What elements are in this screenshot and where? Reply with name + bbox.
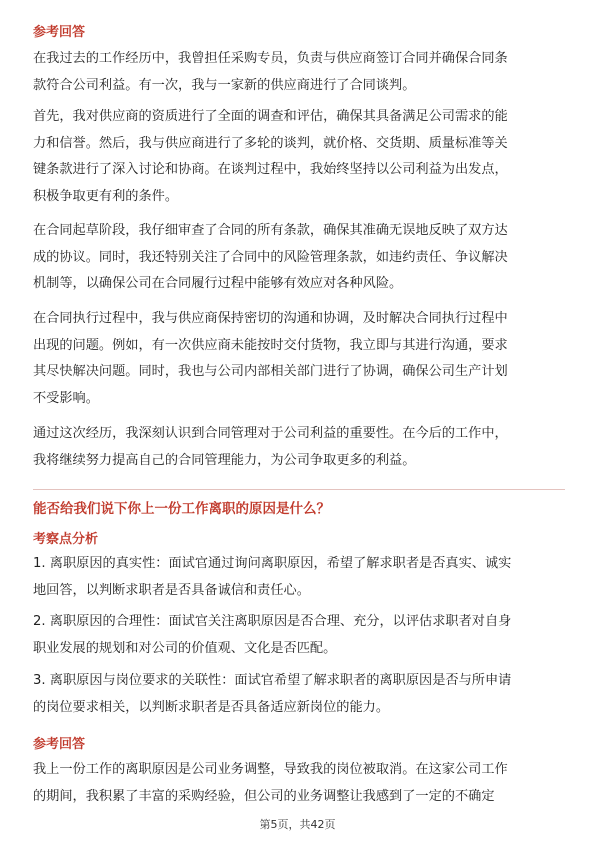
analysis-item bbox=[33, 668, 565, 721]
paragraph-line: 通过这次经历，我深刻认识到合同管理对于公司利益的重要性。在今后的工作中， bbox=[33, 426, 508, 441]
paragraph-line: 的岗位要求相关，以判断求职者是否具备适应新岗位的能力。 bbox=[33, 699, 390, 715]
paragraph-line: 成的协议。同时，我还特别关注了合同中的风险管理条款，如违约责任、争议解决 bbox=[33, 249, 508, 265]
analysis-item bbox=[33, 551, 565, 604]
reference-answer-heading: 参考回答 bbox=[33, 25, 86, 40]
paragraph-line: 首先，我对供应商的资质进行了全面的调查和评估，确保其具备满足公司需求的能 bbox=[33, 109, 508, 124]
paragraph-line: 1. 离职原因的真实性：面试官通过询问离职原因，希望了解求职者是否真实、诚实 bbox=[33, 556, 512, 571]
paragraph-line: 我将继续努力提高自己的合同管理能力，为公司争取更多的利益。 bbox=[33, 452, 416, 468]
answer-paragraph bbox=[33, 46, 565, 99]
interview-question: 能否给我们说下你上一份工作离职的原因是什么？ bbox=[33, 501, 330, 517]
paragraph-line: 职业发展的规划和对公司的价值观、文化是否匹配。 bbox=[33, 640, 337, 656]
analysis-heading: 考察点分析 bbox=[33, 532, 99, 547]
answer-paragraph bbox=[33, 218, 565, 298]
analysis-item bbox=[33, 609, 565, 662]
answer-paragraph bbox=[33, 104, 565, 210]
paragraph-line: 款符合公司利益。有一次，我与一家新的供应商进行了合同谈判。 bbox=[33, 77, 416, 93]
paragraph-line: 力和信誉。然后，我与供应商进行了多轮的谈判，就价格、交货期、质量标准等关 bbox=[33, 135, 508, 151]
paragraph-line: 在我过去的工作经历中，我曾担任采购专员，负责与供应商签订合同并确保合同条 bbox=[33, 51, 508, 66]
paragraph-line: 在合同起草阶段，我仔细审查了合同的所有条款，确保其准确无误地反映了双方达 bbox=[33, 223, 508, 238]
paragraph-line: 出现的问题。例如，有一次供应商未能按时交付货物，我立即与其进行沟通，要求 bbox=[33, 337, 508, 353]
paragraph-line: 地回答，以判断求职者是否具备诚信和责任心。 bbox=[33, 582, 310, 598]
answer-paragraph bbox=[33, 421, 565, 474]
page-number: 第5页，共42页 bbox=[259, 818, 336, 831]
paragraph-line: 2. 离职原因的合理性：面试官关注离职原因是否合理、充分，以评估求职者对自身 bbox=[33, 614, 512, 629]
paragraph-line: 3. 离职原因与岗位要求的关联性：面试官希望了解求职者的离职原因是否与所申请 bbox=[33, 673, 512, 688]
paragraph-line: 键条款进行了深入讨论和协商。在谈判过程中，我始终坚持以公司利益为出发点， bbox=[33, 162, 508, 177]
paragraph-line: 的期间，我积累了丰富的采购经验，但公司的业务调整让我感到了一定的不确定 bbox=[33, 788, 495, 804]
paragraph-line: 在合同执行过程中，我与供应商保持密切的沟通和协调，及时解决合同执行过程中 bbox=[33, 311, 508, 326]
paragraph-line: 积极争取更有利的条件。 bbox=[33, 188, 179, 204]
section-divider bbox=[33, 489, 565, 490]
answer-paragraph bbox=[33, 757, 565, 810]
paragraph-line: 机制等，以确保公司在合同履行过程中能够有效应对各种风险。 bbox=[33, 276, 403, 291]
answer-paragraph bbox=[33, 306, 565, 412]
paragraph-line: 不受影响。 bbox=[33, 390, 99, 406]
paragraph-line: 其尽快解决问题。同时，我也与公司内部相关部门进行了协调，确保公司生产计划 bbox=[33, 364, 508, 379]
paragraph-line: 我上一份工作的离职原因是公司业务调整，导致我的岗位被取消。在这家公司工作 bbox=[33, 762, 508, 777]
reference-answer-heading: 参考回答 bbox=[33, 737, 86, 752]
